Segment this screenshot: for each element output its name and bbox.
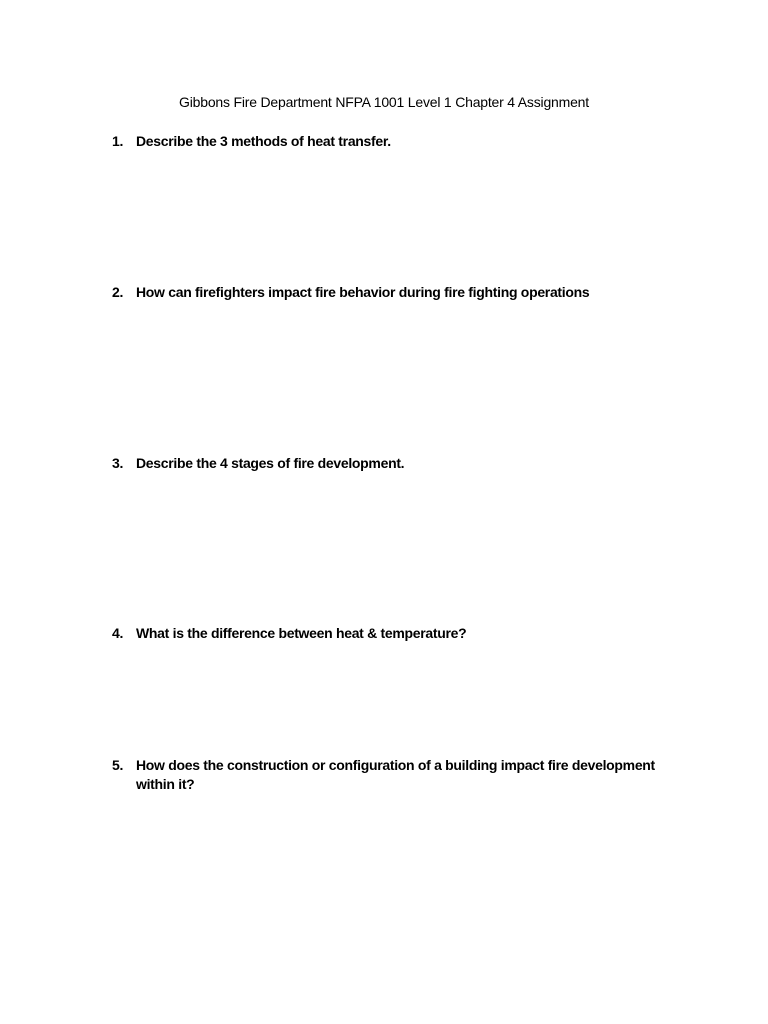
question-item: [112, 132, 672, 151]
question-text: Describe the 3 methods of heat transfer.: [136, 133, 391, 149]
question-item: [112, 756, 657, 794]
question-text: How can firefighters impact fire behavior during fire fighting operations: [136, 284, 590, 300]
question-text: What is the difference between heat & temperature?: [136, 625, 467, 641]
question-text: How does the construction or configuration of a building impact fire development within it?: [136, 757, 655, 792]
question-item: [112, 283, 672, 302]
question-number: 5.: [112, 757, 124, 773]
question-item: [112, 454, 672, 473]
question-text: Describe the 4 stages of fire development.: [136, 455, 405, 471]
question-number: 1.: [112, 133, 124, 149]
question-number: 2.: [112, 284, 124, 300]
question-item: [112, 624, 672, 643]
document-title: Gibbons Fire Department NFPA 1001 Level 1 Chapter 4 Assignment: [179, 94, 589, 110]
question-number: 4.: [112, 625, 124, 641]
question-number: 3.: [112, 455, 124, 471]
